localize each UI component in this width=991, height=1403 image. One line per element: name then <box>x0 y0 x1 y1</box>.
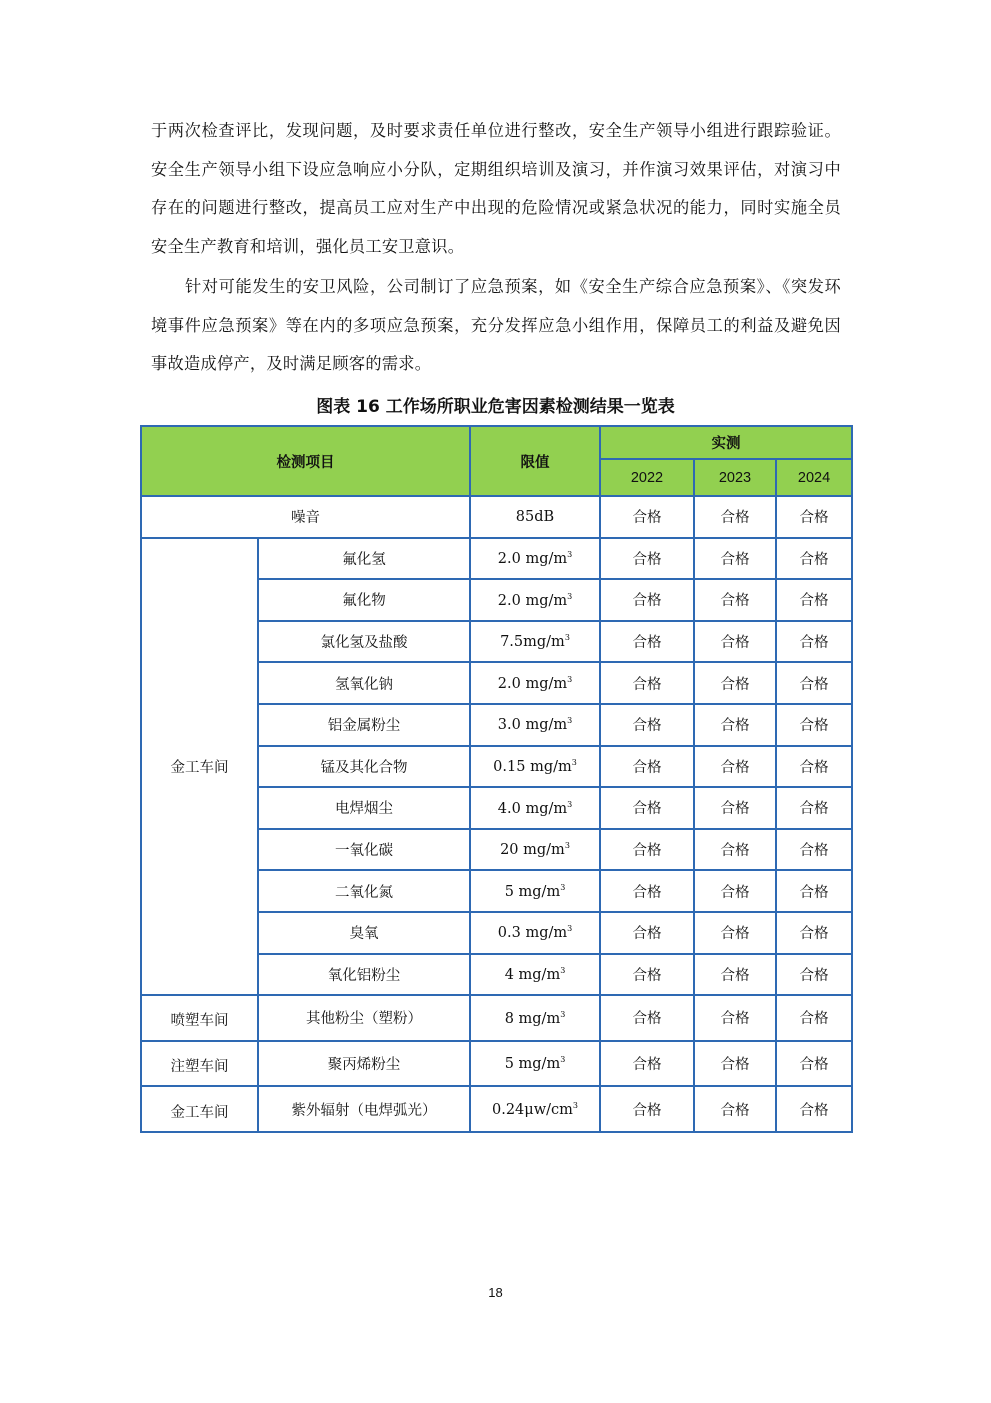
table-row <box>141 538 852 580</box>
item-name: 铝金属粉尘 <box>258 704 470 746</box>
limit-cell <box>470 1041 600 1087</box>
limit-superscript: 3 <box>567 591 573 601</box>
result-cell: 合格 <box>694 954 776 996</box>
limit-superscript: 3 <box>560 1009 566 1019</box>
body-paragraph-1: 于两次检查评比，发现问题，及时要求责任单位进行整改，安全生产领导小组进行跟踪验证。安全生产领导小组下设应急响应小分队，定期组织培训及演习，并作演习效果评估，对演习中存在的问题进行整改，提高员工应对生产中出现的危险情况或紧急状况的能力，同时实施全员安全生产教育和培训，强化员工安卫意识。 <box>151 121 841 256</box>
limit-cell <box>470 662 600 704</box>
workshop-cell: 喷塑车间 <box>141 995 258 1041</box>
limit-superscript: 3 <box>564 841 570 851</box>
limit-value: 0.3 mg/m <box>497 925 568 942</box>
limit-cell <box>470 870 600 912</box>
limit-superscript: 3 <box>567 924 573 934</box>
item-name: 其他粉尘（塑粉） <box>258 995 470 1041</box>
limit-cell <box>470 912 600 954</box>
result-cell: 合格 <box>694 746 776 788</box>
result-cell: 合格 <box>694 912 776 954</box>
result-cell: 合格 <box>776 704 852 746</box>
header-year: 2023 <box>694 459 776 496</box>
result-cell: 合格 <box>600 995 694 1041</box>
result-cell: 合格 <box>600 496 694 538</box>
result-cell: 合格 <box>776 829 852 871</box>
limit-value: 2.0 mg/m <box>497 592 568 609</box>
result-cell: 合格 <box>694 1086 776 1132</box>
result-cell: 合格 <box>776 746 852 788</box>
header-measured: 实测 <box>600 426 852 459</box>
result-cell: 合格 <box>600 1041 694 1087</box>
limit-value: 4.0 mg/m <box>497 800 568 817</box>
result-cell: 合格 <box>600 787 694 829</box>
limit-value: 85dB <box>470 496 600 538</box>
item-name: 氟化物 <box>258 579 470 621</box>
header-year: 2024 <box>776 459 852 496</box>
limit-value: 5 mg/m <box>504 1055 561 1072</box>
item-name: 锰及其化合物 <box>258 746 470 788</box>
limit-cell <box>470 787 600 829</box>
table-caption: 图表 16 工作场所职业危害因素检测结果一览表 <box>316 397 675 417</box>
result-cell: 合格 <box>776 995 852 1041</box>
result-cell: 合格 <box>600 621 694 663</box>
result-cell: 合格 <box>600 538 694 580</box>
result-cell: 合格 <box>600 579 694 621</box>
item-name: 氟化氢 <box>258 538 470 580</box>
limit-superscript: 3 <box>560 1055 566 1065</box>
header-year: 2022 <box>600 459 694 496</box>
result-cell: 合格 <box>600 829 694 871</box>
result-cell: 合格 <box>600 954 694 996</box>
result-cell: 合格 <box>694 621 776 663</box>
limit-superscript: 3 <box>571 757 577 767</box>
limit-superscript: 3 <box>567 716 573 726</box>
limit-value: 3.0 mg/m <box>497 717 568 734</box>
item-name: 紫外辐射（电焊弧光） <box>258 1086 470 1132</box>
result-cell: 合格 <box>600 746 694 788</box>
result-cell: 合格 <box>776 787 852 829</box>
result-cell: 合格 <box>776 579 852 621</box>
result-cell: 合格 <box>600 912 694 954</box>
item-name: 氧化铝粉尘 <box>258 954 470 996</box>
limit-cell <box>470 995 600 1041</box>
result-cell: 合格 <box>600 662 694 704</box>
limit-value: 0.24μw/cm <box>492 1101 573 1118</box>
limit-superscript: 3 <box>564 633 570 643</box>
header-limit: 限值 <box>470 426 600 496</box>
result-cell: 合格 <box>776 538 852 580</box>
limit-cell <box>470 746 600 788</box>
result-cell: 合格 <box>776 621 852 663</box>
result-cell: 合格 <box>694 1041 776 1087</box>
limit-cell <box>470 579 600 621</box>
header-item: 检测项目 <box>141 426 470 496</box>
limit-superscript: 3 <box>560 965 566 975</box>
result-cell: 合格 <box>694 870 776 912</box>
item-name: 二氧化氮 <box>258 870 470 912</box>
table-row <box>141 1086 852 1132</box>
result-cell: 合格 <box>694 787 776 829</box>
result-cell: 合格 <box>694 538 776 580</box>
limit-superscript: 3 <box>572 1100 578 1110</box>
item-name: 氢氧化钠 <box>258 662 470 704</box>
result-cell: 合格 <box>776 1041 852 1087</box>
result-cell: 合格 <box>776 1086 852 1132</box>
limit-superscript: 3 <box>567 549 573 559</box>
limit-cell <box>470 704 600 746</box>
limit-value: 2.0 mg/m <box>497 675 568 692</box>
limit-value: 5 mg/m <box>504 883 561 900</box>
result-cell: 合格 <box>600 870 694 912</box>
item-name: 臭氧 <box>258 912 470 954</box>
limit-value: 2.0 mg/m <box>497 550 568 567</box>
item-name: 一氧化碳 <box>258 829 470 871</box>
result-cell: 合格 <box>776 912 852 954</box>
result-cell: 合格 <box>694 662 776 704</box>
workshop-cell: 金工车间 <box>141 1086 258 1132</box>
table-row <box>141 995 852 1041</box>
result-cell: 合格 <box>600 704 694 746</box>
result-cell: 合格 <box>694 704 776 746</box>
result-cell: 合格 <box>694 995 776 1041</box>
page-number: 18 <box>488 1285 503 1300</box>
limit-value: 7.5mg/m <box>500 633 565 650</box>
limit-value: 4 mg/m <box>504 966 561 983</box>
result-cell: 合格 <box>776 954 852 996</box>
limit-cell <box>470 954 600 996</box>
limit-value: 0.15 mg/m <box>493 758 572 775</box>
workshop-cell: 注塑车间 <box>141 1041 258 1087</box>
hazard-results-table <box>140 425 853 1133</box>
table-body <box>141 496 852 1132</box>
result-cell: 合格 <box>694 496 776 538</box>
table-row <box>141 496 852 538</box>
item-name: 电焊烟尘 <box>258 787 470 829</box>
result-cell: 合格 <box>600 1086 694 1132</box>
limit-cell <box>470 829 600 871</box>
workshop-cell: 金工车间 <box>141 538 258 996</box>
limit-superscript: 3 <box>567 674 573 684</box>
body-paragraph-2: 针对可能发生的安卫风险，公司制订了应急预案，如《安全生产综合应急预案》、《突发环境事件应急预案》等在内的多项应急预案，充分发挥应急小组作用，保障员工的利益及避免因事故造成停产，及时满足顾客的需求。 <box>151 277 841 373</box>
result-cell: 合格 <box>776 496 852 538</box>
result-cell: 合格 <box>776 870 852 912</box>
limit-value: 8 mg/m <box>504 1010 561 1027</box>
table-row <box>141 1041 852 1087</box>
limit-cell <box>470 538 600 580</box>
limit-value: 20 mg/m <box>500 841 565 858</box>
limit-superscript: 3 <box>567 799 573 809</box>
header-row-1 <box>141 426 852 459</box>
result-cell: 合格 <box>776 662 852 704</box>
item-name: 氯化氢及盐酸 <box>258 621 470 663</box>
item-name: 噪音 <box>141 496 470 538</box>
item-name: 聚丙烯粉尘 <box>258 1041 470 1087</box>
limit-superscript: 3 <box>560 882 566 892</box>
limit-cell <box>470 1086 600 1132</box>
result-cell: 合格 <box>694 579 776 621</box>
limit-cell <box>470 621 600 663</box>
result-cell: 合格 <box>694 829 776 871</box>
